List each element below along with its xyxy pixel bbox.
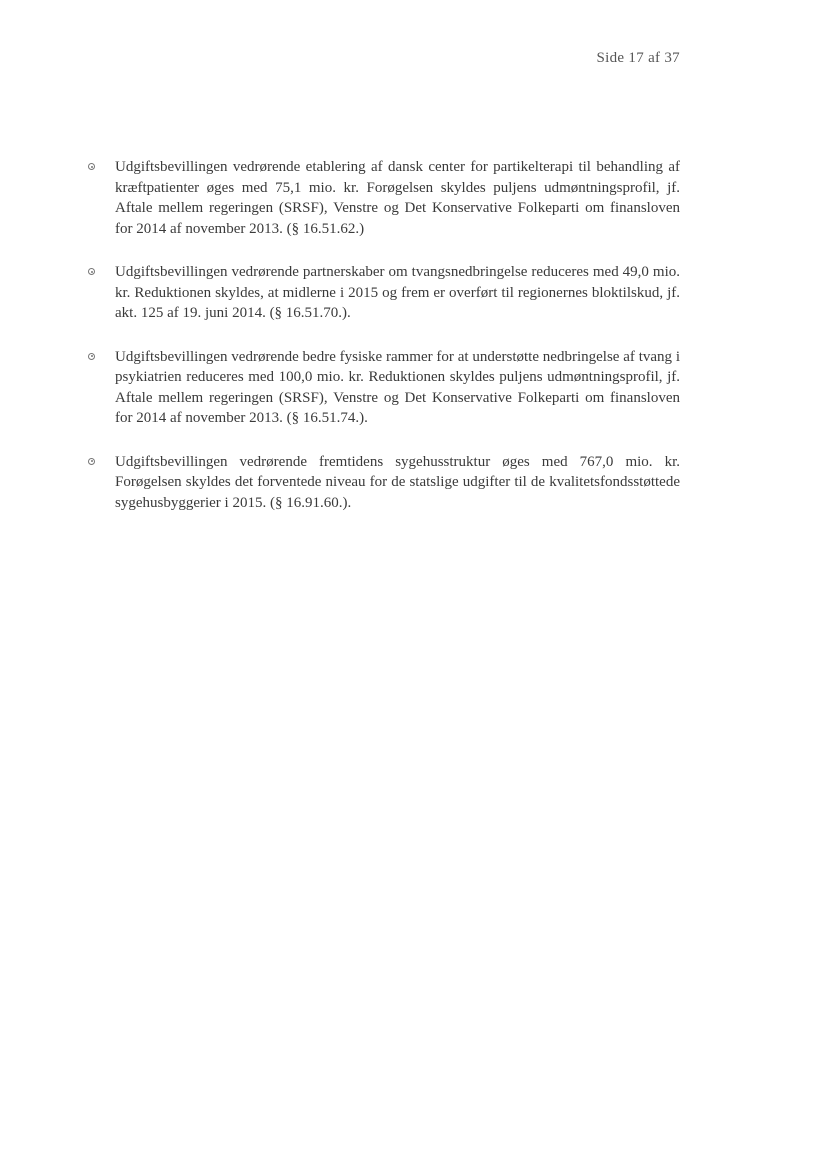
- list-item: [88, 347, 680, 429]
- page-number: Side 17 af 37: [596, 50, 680, 66]
- list-item: [88, 262, 680, 324]
- list-item-text: Udgiftsbevillingen vedrørende etablering af dansk center for partikelterapi til behandling af kræftpatienter øges med 75,1 mio. kr. Forøgelsen skyldes puljens udmøntningsprofil, jf. Aftale mellem regeringen (SRSF), Venstre og Det Konservative Folkeparti om finansloven for 2014 af november 2013. (§ 16.51.62.): [115, 159, 680, 237]
- bullet-icon: [88, 458, 95, 465]
- bullet-icon: [88, 268, 95, 275]
- list-item-text: Udgiftsbevillingen vedrørende fremtidens sygehusstruktur øges med 767,0 mio. kr. Forøgelsen skyldes det forventede niveau for de statslige udgifter til de kvalitetsfondsstøttede sygehusbyggerier i 2015. (§ 16.91.60.).: [115, 453, 680, 511]
- bullet-icon: [88, 353, 95, 360]
- bullet-list: [88, 157, 680, 536]
- list-item: [88, 157, 680, 239]
- list-item-text: Udgiftsbevillingen vedrørende bedre fysiske rammer for at understøtte nedbringelse af tvang i psykiatrien reduceres med 100,0 mio. kr. Reduktionen skyldes puljens udmøntningsprofil, jf. Aftale mellem regeringen (SRSF), Venstre og Det Konservative Folkeparti om finansloven for 2014 af november 2013. (§ 16.51.74.).: [115, 348, 680, 426]
- bullet-icon: [88, 163, 95, 170]
- list-item-text: Udgiftsbevillingen vedrørende partnerskaber om tvangsnedbringelse reduceres med 49,0 mio. kr. Reduktionen skyldes, at midlerne i 2015 og frem er overført til regionernes bloktilskud, jf. akt. 125 af 19. juni 2014. (§ 16.51.70.).: [115, 264, 680, 321]
- list-item: [88, 452, 680, 514]
